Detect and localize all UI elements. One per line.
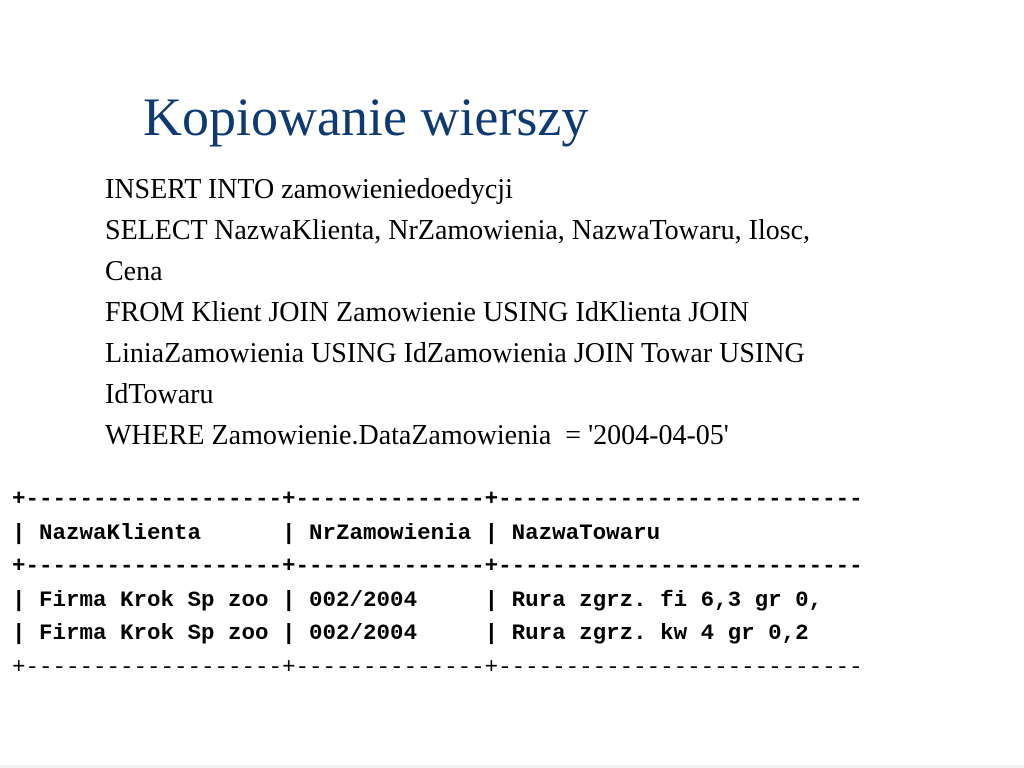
table-border-bottom: +-------------------+--------------+---------------------------	[12, 653, 863, 680]
sql-line-from: FROM Klient JOIN Zamowienie USING IdKlienta JOIN	[105, 297, 749, 328]
table-row: | Firma Krok Sp zoo | 002/2004 | Rura zgrz. fi 6,3 gr 0,	[12, 586, 823, 613]
sql-line-from-cont: LiniaZamowienia USING IdZamowienia JOIN Towar USING	[105, 338, 805, 369]
sql-line-select: SELECT NazwaKlienta, NrZamowienia, NazwaTowaru, Ilosc,	[105, 215, 811, 246]
sql-line-select-cont: Cena	[105, 256, 163, 287]
sql-line-where: WHERE Zamowienie.DataZamowienia = '2004-04-05'	[105, 420, 729, 451]
table-row: | Firma Krok Sp zoo | 002/2004 | Rura zgrz. kw 4 gr 0,2	[12, 620, 809, 646]
table-border-header: +-------------------+--------------+---------------------------	[12, 553, 863, 579]
slide-title: Kopiowanie wierszy	[143, 87, 589, 147]
sql-line-from-cont-2: IdTowaru	[105, 379, 214, 410]
sql-query-text	[105, 169, 985, 456]
table-border-top: +-------------------+--------------+---------------------------	[12, 486, 863, 512]
query-result-table	[12, 483, 1024, 684]
table-header-row: | NazwaKlienta | NrZamowienia | NazwaTowaru	[12, 519, 661, 546]
sql-line-insert: INSERT INTO zamowieniedoedycji	[105, 174, 513, 205]
